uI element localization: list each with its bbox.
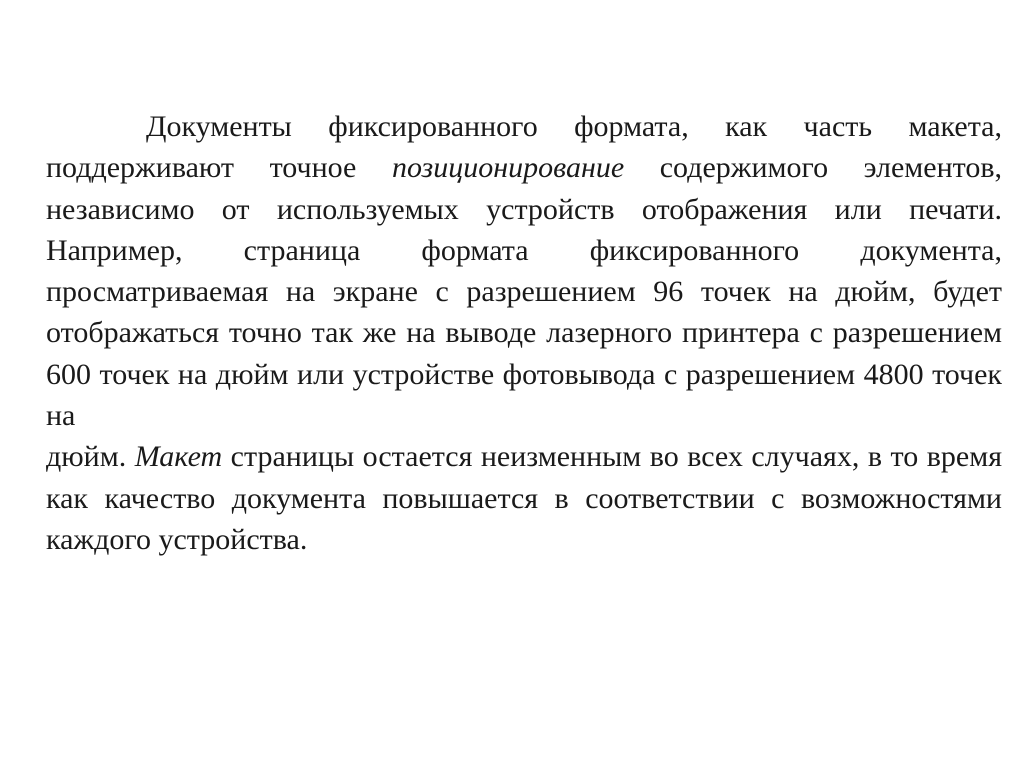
text-segment-2: содержимого элементов, независимо от используемых устройств отображения или печати. Например, страница формата фиксированного документа, просматриваемая на экране с разрешением 96 точек на дюйм, будет отображаться точно так же на выводе лазерного принтера с разрешением 600 точек на дюйм или устройстве фотовывода с разрешением 4800 точек на: [46, 151, 1002, 433]
text-segment-3: дюйм.: [46, 440, 135, 474]
text-segment-4: страницы остается неизменным во всех случаях, в то время как качество документа повышается в соответствии с возможностями каждого устройства.: [46, 440, 1002, 556]
body-paragraph: [46, 106, 1002, 560]
italic-term-layout: Макет: [134, 440, 223, 474]
italic-term-positioning: позиционирование: [391, 151, 625, 185]
text-segment-1: Документы фиксированного формата, как часть макета, поддерживают точное: [46, 110, 1002, 185]
